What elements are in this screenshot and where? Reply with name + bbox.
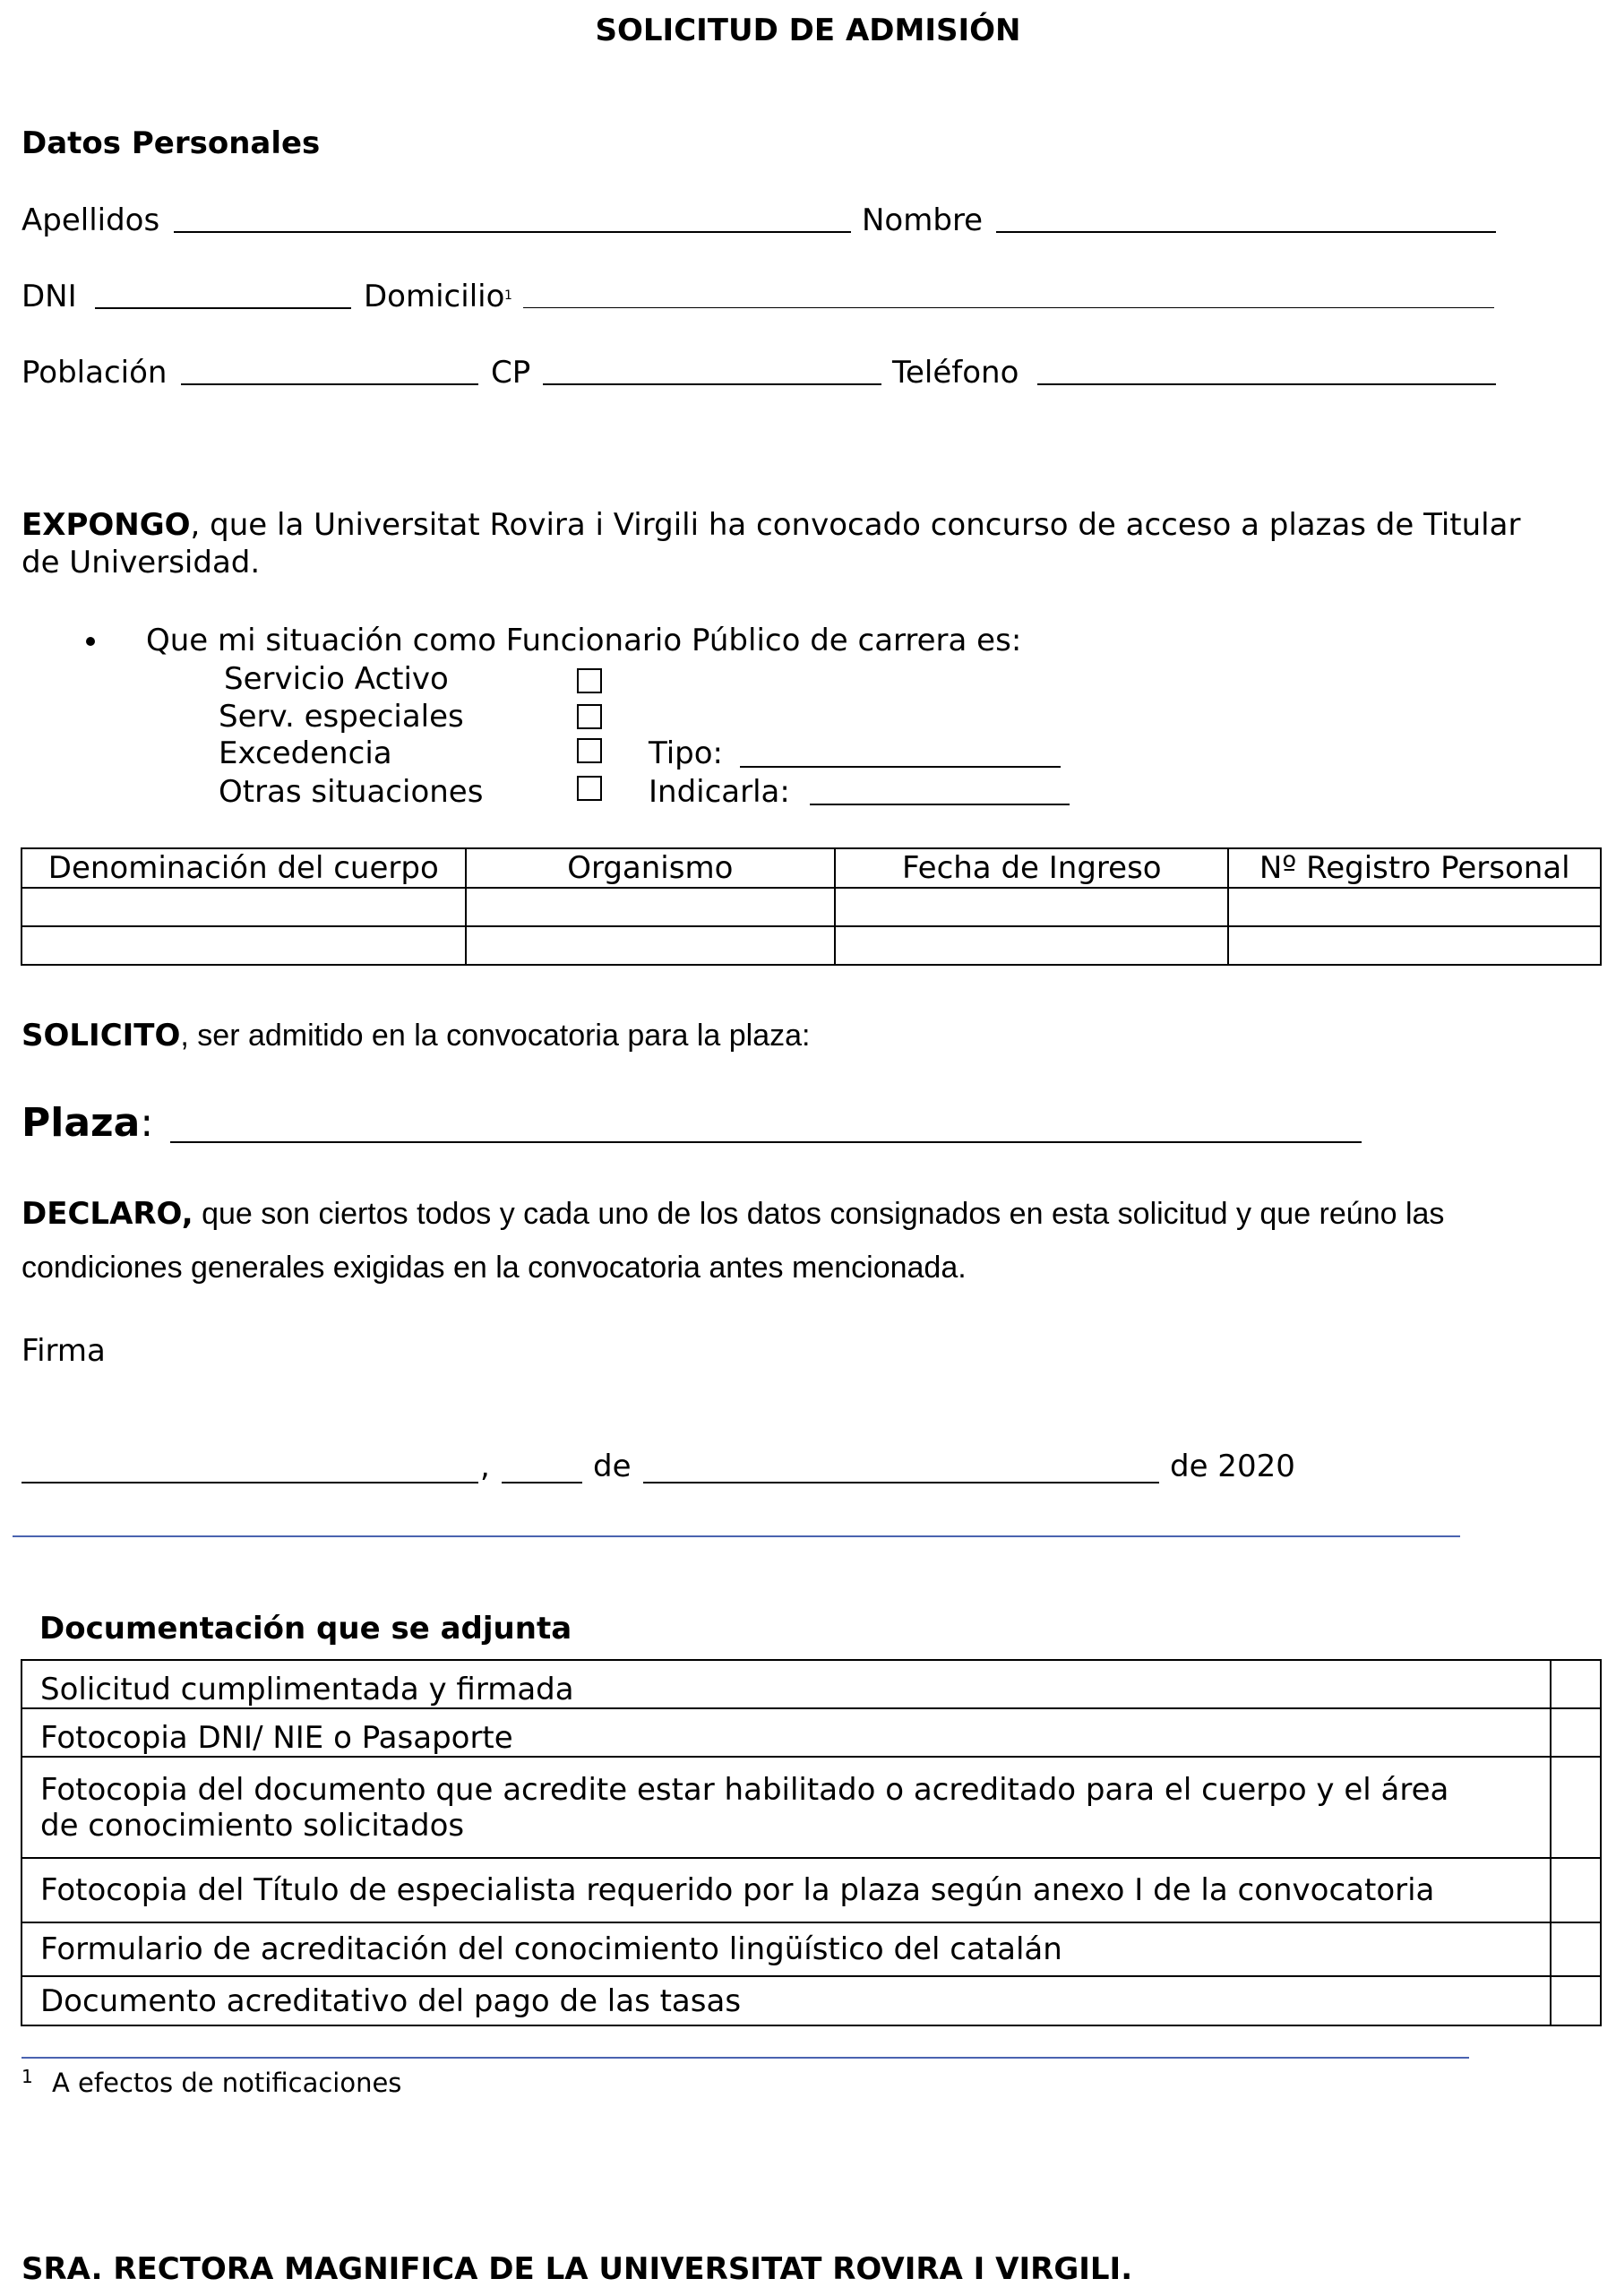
table-cell[interactable] <box>21 926 466 965</box>
table-cell[interactable] <box>1228 926 1601 965</box>
footnote-mark: 1 <box>504 288 512 303</box>
table-cell[interactable] <box>835 888 1228 926</box>
doc-check-cell[interactable] <box>1551 1757 1601 1858</box>
option-serv-especiales: Serv. especiales <box>219 699 464 735</box>
footnote-mark: 1 <box>21 2066 33 2087</box>
section-heading-documentacion: Documentación que se adjunta <box>39 1611 572 1647</box>
doc-item-catalan: Formulario de acreditación del conocimiento lingüístico del catalán <box>21 1922 1551 1976</box>
table-cell[interactable] <box>1228 888 1601 926</box>
page-title: SOLICITUD DE ADMISIÓN <box>595 13 1021 48</box>
header-denominacion: Denominación del cuerpo <box>21 848 466 888</box>
header-organismo: Organismo <box>466 848 836 888</box>
table-row <box>21 1858 1601 1922</box>
solicito-text: , ser admitido en la convocatoria para la plaza: <box>180 1019 811 1053</box>
telefono-label: Teléfono <box>892 355 1019 391</box>
footnote-divider <box>21 2057 1469 2059</box>
declaro-line-2: condiciones generales exigidas en la convocatoria antes mencionada. <box>21 1251 967 1285</box>
table-row <box>21 1976 1601 2025</box>
plaza-colon: : <box>140 1100 154 1146</box>
telefono-field[interactable] <box>1037 383 1496 385</box>
poblacion-field[interactable] <box>181 383 478 385</box>
nombre-label: Nombre <box>862 202 984 238</box>
declaro-lead: DECLARO, <box>21 1196 193 1232</box>
checkbox-otras-situaciones[interactable] <box>577 776 602 801</box>
doc-check-cell[interactable] <box>1551 1858 1601 1922</box>
doc-check-cell[interactable] <box>1551 1660 1601 1708</box>
mes-field[interactable] <box>643 1482 1159 1483</box>
expongo-text: , que la Universitat Rovira i Virgili ha convocado concurso de acceso a plazas de Titular <box>190 507 1521 543</box>
header-registro-personal: Nº Registro Personal <box>1228 848 1601 888</box>
indicarla-field[interactable] <box>810 804 1070 805</box>
table-row <box>21 1922 1601 1976</box>
domicilio-field[interactable] <box>523 307 1494 308</box>
doc-item-dni: Fotocopia DNI/ NIE o Pasaporte <box>21 1708 1551 1757</box>
option-excedencia: Excedencia <box>219 735 392 771</box>
dni-field[interactable] <box>95 307 351 309</box>
doc-item-tasas: Documento acreditativo del pago de las tasas <box>21 1976 1551 2025</box>
doc-item-solicitud: Solicitud cumplimentada y firmada <box>21 1660 1551 1708</box>
table-cell[interactable] <box>466 888 836 926</box>
table-cell[interactable] <box>466 926 836 965</box>
domicilio-label: Domicilio <box>364 279 505 314</box>
documentacion-table <box>21 1659 1602 2026</box>
plaza-label-text: Plaza <box>21 1100 141 1146</box>
expongo-line-2: de Universidad. <box>21 545 261 580</box>
checkbox-serv-especiales[interactable] <box>577 704 602 729</box>
table-row <box>21 888 1601 926</box>
doc-check-cell[interactable] <box>1551 1976 1601 2025</box>
divider <box>13 1535 1460 1537</box>
table-row <box>21 1757 1601 1858</box>
cp-field[interactable] <box>543 383 881 385</box>
header-fecha-ingreso: Fecha de Ingreso <box>835 848 1228 888</box>
table-cell[interactable] <box>835 926 1228 965</box>
dia-field[interactable] <box>502 1482 582 1483</box>
checkbox-excedencia[interactable] <box>577 738 602 763</box>
table-row <box>21 1708 1601 1757</box>
fecha-de-1: de <box>593 1449 632 1484</box>
fecha-de-2020: de 2020 <box>1170 1449 1295 1484</box>
table-row <box>21 1660 1601 1708</box>
tipo-label: Tipo: <box>649 735 724 771</box>
expongo-line-1 <box>21 507 1520 543</box>
doc-item-titulo: Fotocopia del Título de especialista requerido por la plaza según anexo I de la convocatoria <box>21 1858 1551 1922</box>
declaro-text: que son ciertos todos y cada uno de los datos consignados en esta solicitud y que reúno las <box>193 1197 1445 1231</box>
fecha-comma: , <box>480 1449 490 1484</box>
tipo-field[interactable] <box>740 766 1061 768</box>
table-header-row <box>21 848 1601 888</box>
firma-label: Firma <box>21 1333 106 1369</box>
plaza-field[interactable] <box>170 1141 1362 1143</box>
declaro-line-1 <box>21 1196 1444 1232</box>
cuerpo-table <box>21 847 1602 966</box>
doc-item-habilitacion-line-2: de conocimiento solicitados <box>40 1807 465 1844</box>
poblacion-label: Población <box>21 355 168 391</box>
table-row <box>21 926 1601 965</box>
lugar-field[interactable] <box>21 1482 478 1483</box>
doc-item-habilitacion-line-1: Fotocopia del documento que acredite estar habilitado o acreditado para el cuerpo y el área <box>40 1771 1449 1808</box>
footnote-text: A efectos de notificaciones <box>52 2068 402 2098</box>
expongo-lead: EXPONGO <box>21 507 191 543</box>
solicito-line <box>21 1018 810 1053</box>
doc-check-cell[interactable] <box>1551 1922 1601 1976</box>
doc-check-cell[interactable] <box>1551 1708 1601 1757</box>
checkbox-servicio-activo[interactable] <box>577 668 602 693</box>
addressee: SRA. RECTORA MAGNIFICA DE LA UNIVERSITAT ROVIRA I VIRGILI. <box>21 2251 1133 2287</box>
option-servicio-activo: Servicio Activo <box>224 661 449 697</box>
plaza-label <box>21 1100 153 1147</box>
cp-label: CP <box>491 355 531 391</box>
doc-item-habilitacion <box>21 1757 1551 1858</box>
dni-label: DNI <box>21 279 77 314</box>
bullet-icon <box>86 637 95 646</box>
table-cell[interactable] <box>21 888 466 926</box>
situacion-intro: Que mi situación como Funcionario Público de carrera es: <box>146 623 1022 658</box>
apellidos-field[interactable] <box>174 231 851 233</box>
nombre-field[interactable] <box>996 231 1496 233</box>
solicito-lead: SOLICITO <box>21 1018 181 1053</box>
section-heading-personal: Datos Personales <box>21 125 321 161</box>
option-otras-situaciones: Otras situaciones <box>219 774 484 810</box>
apellidos-label: Apellidos <box>21 202 160 238</box>
indicarla-label: Indicarla: <box>649 774 790 810</box>
